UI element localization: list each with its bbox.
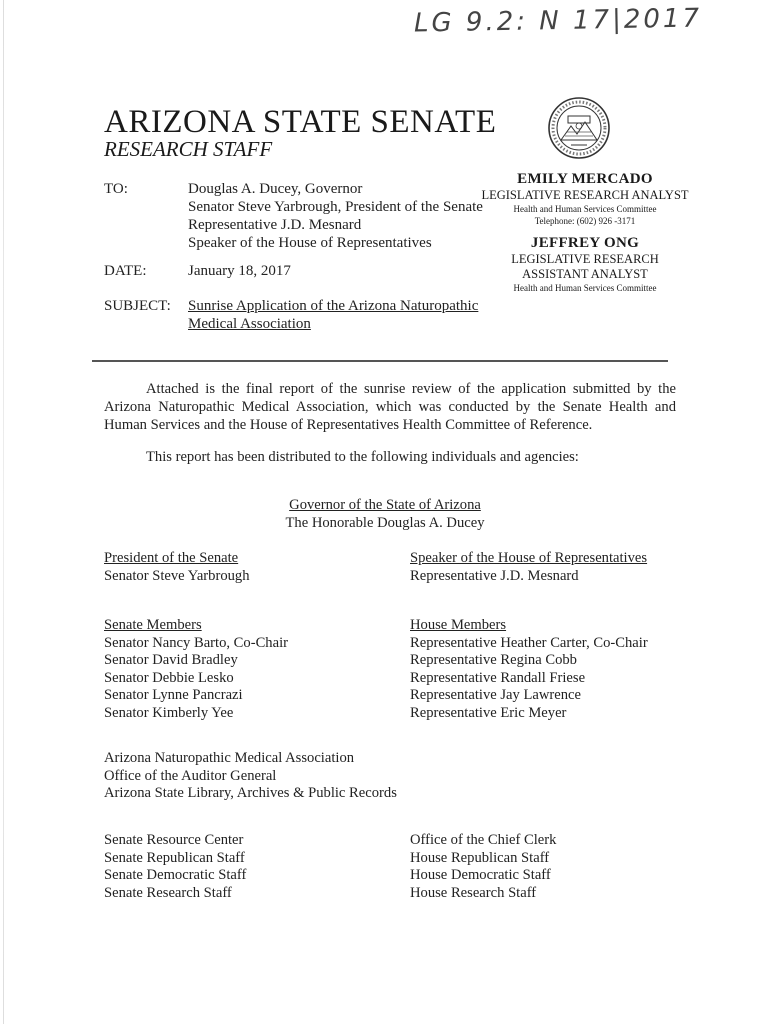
list-item: Representative Eric Meyer: [410, 704, 567, 721]
list-item: Representative Randall Friese: [410, 669, 586, 686]
date-label: DATE:: [104, 263, 147, 279]
date-value: January 18, 2017: [188, 263, 291, 279]
list-item: Senator Nancy Barto, Co-Chair: [104, 634, 288, 651]
list-item: Office of the Chief Clerk: [410, 832, 557, 848]
subject-line: Medical Association: [188, 316, 311, 332]
list-item: Senate Research Staff: [104, 884, 232, 901]
staff-title: ASSISTANT ANALYST: [522, 267, 648, 281]
to-recipients: [188, 180, 518, 252]
list-item: House Research Staff: [410, 884, 537, 901]
subject-value: [188, 297, 518, 333]
speaker-heading: Speaker of the House of Representatives: [410, 550, 648, 566]
list-item: Senator David Bradley: [104, 652, 238, 668]
page-title: ARIZONA STATE SENATE: [104, 104, 497, 140]
to-line: Douglas A. Ducey, Governor: [188, 181, 363, 197]
handwritten-call-number: LG 9.2: N 17|2017: [413, 3, 703, 39]
list-item: Senate Resource Center: [104, 832, 244, 848]
staff-contact-mercado: [470, 170, 700, 227]
list-item: House Democratic Staff: [410, 867, 551, 883]
list-item: Office of the Auditor General: [104, 767, 277, 784]
divider: [92, 360, 668, 362]
list-item: Senate Democratic Staff: [104, 867, 247, 883]
to-line: Senator Steve Yarbrough, President of the Senate: [188, 199, 483, 215]
staff-phone: Telephone: (602) 926 -3171: [534, 216, 636, 226]
staff-title: LEGISLATIVE RESEARCH ANALYST: [481, 188, 689, 202]
state-seal-icon: [547, 96, 611, 160]
subject-line: Sunrise Application of the Arizona Naturopathic: [188, 298, 479, 314]
list-item: Senator Debbie Lesko: [104, 669, 234, 686]
house-members-heading: House Members: [410, 617, 507, 633]
staff-committee: Health and Human Services Committee: [513, 283, 657, 293]
staff-name: JEFFREY ONG: [530, 235, 640, 251]
house-members-list: [410, 617, 648, 722]
page-subtitle: RESEARCH STAFF: [104, 137, 273, 161]
speaker-name: Representative J.D. Mesnard: [410, 567, 579, 584]
to-line: Representative J.D. Mesnard: [188, 217, 362, 233]
list-item: Senator Kimberly Yee: [104, 704, 234, 721]
staff-name: EMILY MERCADO: [517, 171, 653, 187]
list-item: House Republican Staff: [410, 849, 550, 866]
staff-committee: Health and Human Services Committee: [513, 204, 657, 214]
list-item: Representative Heather Carter, Co-Chair: [410, 634, 648, 651]
governor-block: [250, 496, 520, 532]
body-paragraph: [104, 448, 676, 466]
list-item: Senate Republican Staff: [104, 849, 245, 866]
staff-title: LEGISLATIVE RESEARCH: [511, 252, 659, 266]
body-paragraph: [104, 380, 676, 434]
speaker-block: [410, 550, 647, 585]
list-item: Arizona State Library, Archives & Public Records: [104, 785, 397, 801]
to-line: Speaker of the House of Representatives: [188, 235, 432, 251]
staff-contact-ong: [470, 234, 700, 294]
paragraph-text: This report has been distributed to the following individuals and agencies:: [146, 449, 579, 465]
paragraph-text: Attached is the final report of the sunrise review of the application submitted by the Arizona Naturopathic Medical Association, which was conducted by the Senate Health and Human Services and the House of Representatives Health Committee of Reference.: [104, 381, 676, 433]
agencies-list: [104, 750, 397, 803]
governor-heading: Governor of the State of Arizona: [289, 497, 481, 513]
house-staff-list: [410, 832, 556, 902]
senate-members-list: [104, 617, 288, 722]
list-item: Representative Regina Cobb: [410, 652, 577, 668]
governor-name: The Honorable Douglas A. Ducey: [285, 515, 485, 531]
president-block: [104, 550, 250, 585]
to-label: TO:: [104, 181, 128, 197]
list-item: Arizona Naturopathic Medical Association: [104, 750, 355, 766]
subject-label: SUBJECT:: [104, 298, 171, 314]
president-name: Senator Steve Yarbrough: [104, 567, 250, 584]
president-heading: President of the Senate: [104, 550, 239, 566]
senate-members-heading: Senate Members: [104, 617, 202, 633]
scan-edge: [3, 0, 4, 1024]
list-item: Senator Lynne Pancrazi: [104, 687, 243, 703]
senate-staff-list: [104, 832, 246, 902]
list-item: Representative Jay Lawrence: [410, 687, 581, 703]
